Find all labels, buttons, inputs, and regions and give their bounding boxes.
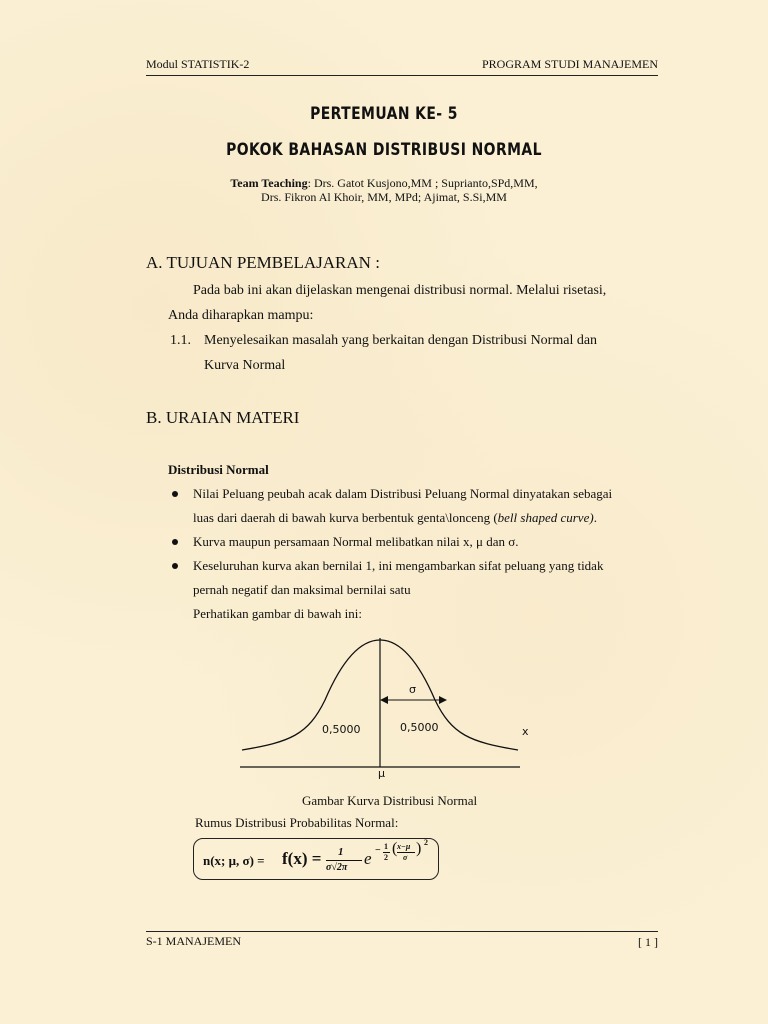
fraction-denominator: σ√2π: [326, 862, 348, 873]
exponent-paren-left: (: [392, 840, 398, 857]
footer-left: S-1 MANAJEMEN: [146, 934, 242, 948]
exponent-inner-num: x−μ: [397, 842, 411, 851]
exponent-inner-den: σ: [403, 853, 408, 862]
page-number: [ 1 ]: [638, 935, 658, 949]
exponent-minus: −: [375, 845, 381, 856]
left-area-label: 0,5000: [322, 723, 361, 736]
formula-intro: Rumus Distribusi Probabilitas Normal:: [195, 815, 399, 830]
fraction-numerator: 1: [338, 846, 344, 858]
sigma-label: σ: [409, 683, 416, 696]
bullet1-line2-italic: bell shaped curve): [497, 510, 594, 525]
exponent-paren-right: ): [416, 840, 422, 857]
bullet1-line2-post: .: [593, 510, 597, 525]
bullet2-text: Kurva maupun persamaan Normal melibatkan nilai x, μ dan σ.: [193, 534, 519, 549]
x-axis-label: x: [522, 725, 529, 738]
figure-caption: Gambar Kurva Distribusi Normal: [302, 793, 478, 808]
exponent-power: 2: [424, 838, 428, 847]
title-line1: PERTEMUAN KE- 5: [310, 104, 458, 124]
formula-e: e: [364, 849, 372, 868]
normal-curve-figure: [230, 630, 530, 785]
team-label: Team Teaching: [230, 176, 308, 190]
bullet3-line1: Keseluruhan kurva akan bernilai 1, ini mengambarkan sifat peluang yang tidak: [193, 558, 604, 573]
section-b-subheading: Distribusi Normal: [168, 462, 269, 477]
section-b-heading: B. URAIAN MATERI: [146, 408, 300, 427]
team-line1: [0, 176, 768, 190]
header-rule: [146, 75, 658, 76]
exponent-half-den: 2: [384, 853, 388, 862]
fraction-bar: [326, 860, 362, 861]
footer-rule: [146, 931, 658, 932]
section-a-heading: A. TUJUAN PEMBELAJARAN :: [146, 253, 380, 272]
mu-label: μ: [378, 767, 385, 780]
bullet-icon: [172, 491, 178, 497]
section-a-item-line2: Kurva Normal: [204, 358, 286, 373]
header-right: PROGRAM STUDI MANAJEMEN: [481, 57, 658, 71]
exponent-half-num: 1: [384, 842, 388, 851]
section-a-item-number: 1.1.: [170, 333, 191, 348]
bullet-icon: [172, 563, 178, 569]
right-area-label: 0,5000: [400, 721, 439, 734]
section-a-para-line1: Pada bab ini akan dijelaskan mengenai distribusi normal. Melalui risetasi,: [193, 283, 607, 298]
team-line1-rest: : Drs. Gatot Kusjono,MM ; Suprianto,SPd,MM,: [307, 176, 538, 190]
header-left: Modul STATISTIK-2: [146, 57, 250, 71]
bullet1-line2: [193, 510, 597, 526]
bullet1-line1: Nilai Peluang peubah acak dalam Distribusi Peluang Normal dinyatakan sebagai: [193, 486, 613, 501]
section-a-para-line2: Anda diharapkan mampu:: [168, 308, 314, 323]
figure-note: Perhatikan gambar di bawah ini:: [193, 606, 362, 621]
title-line2: POKOK BAHASAN DISTRIBUSI NORMAL: [226, 140, 542, 160]
bullet3-line2: pernah negatif dan maksimal bernilai satu: [193, 582, 411, 597]
section-a-item-line1: Menyelesaikan masalah yang berkaitan dengan Distribusi Normal dan: [204, 333, 598, 348]
formula-lhs-small: n(x; μ, σ) =: [203, 853, 265, 868]
bullet1-line2-pre: luas dari daerah di bawah kurva berbentuk genta\lonceng (: [193, 510, 498, 525]
bullet-icon: [172, 539, 178, 545]
formula-lhs-big: f(x) =: [282, 849, 322, 868]
team-line2: Drs. Fikron Al Khoir, MM, MPd; Ajimat, S.Si,MM: [261, 190, 507, 204]
